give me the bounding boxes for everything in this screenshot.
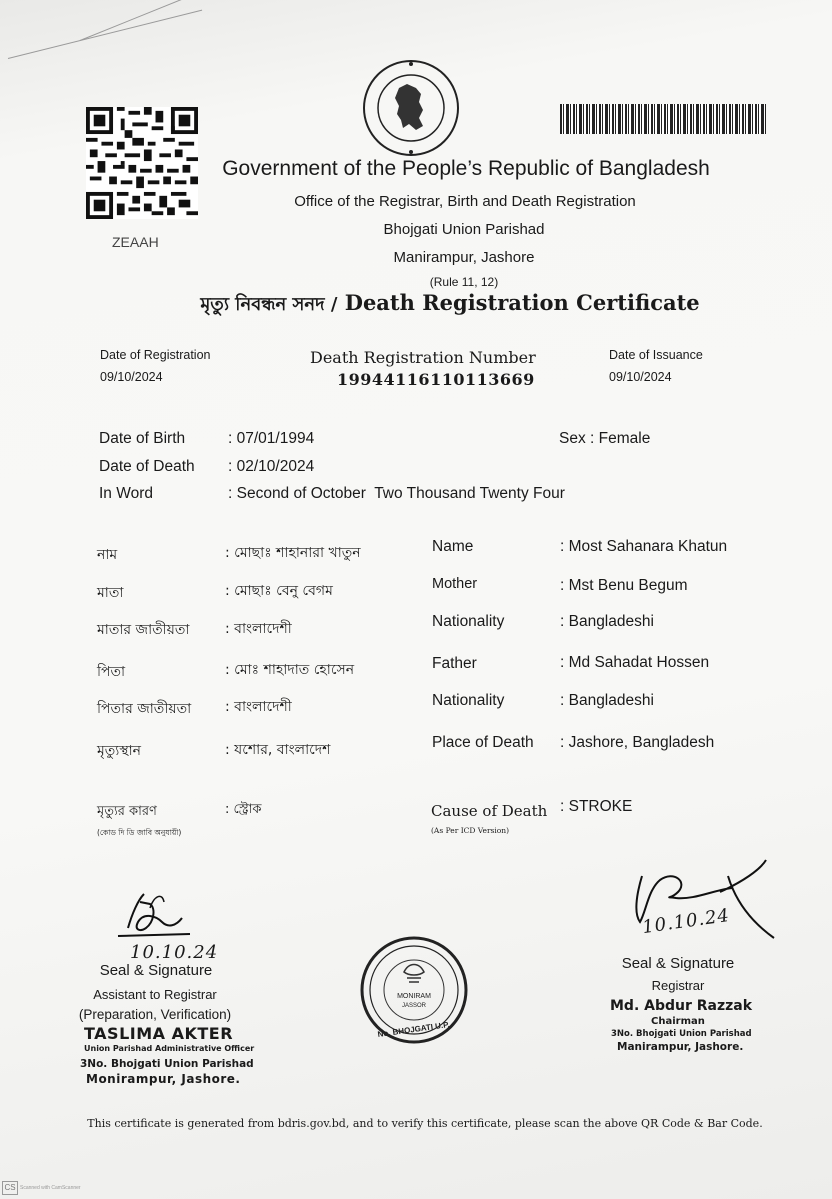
inword-label: In Word — [99, 485, 153, 502]
mother-nationality-label: Nationality — [432, 613, 505, 630]
name-bn-label: নাম — [97, 547, 118, 563]
mother-label: Mother — [432, 576, 478, 592]
place-of-death-label: Place of Death — [432, 734, 534, 751]
mother-nationality-bn-label: মাতার জাতীয়তা — [97, 622, 190, 638]
name-value: : Most Sahanara Khatun — [560, 538, 728, 555]
location-line: Manirampur, Jashore — [393, 249, 535, 266]
cause-bn-value: : স্ট্রোক — [225, 802, 262, 817]
mother-value: : Mst Benu Begum — [560, 577, 688, 594]
registrar-role: Registrar — [651, 978, 705, 993]
father-nationality-bn-label: পিতার জাতীয়তা — [97, 701, 192, 717]
barcode — [560, 104, 766, 134]
government-title: Government of the People’s Republic of Bangladesh — [222, 157, 710, 180]
birth-date-label: Date of Birth — [99, 430, 186, 447]
union-line: Bhojgati Union Parishad — [383, 221, 545, 238]
mother-nationality-bn-value: : বাংলাদেশী — [225, 621, 292, 637]
qr-caption: ZEAAH — [112, 234, 159, 250]
father-nationality-label: Nationality — [432, 692, 505, 709]
office-line: Office of the Registrar, Birth and Death Registration — [294, 193, 636, 210]
assistant-role-detail: (Preparation, Verification) — [78, 1007, 232, 1022]
place-of-death-bn-value: : যশোর, বাংলাদেশ — [225, 742, 331, 758]
place-of-death-value: : Jashore, Bangladesh — [560, 734, 715, 751]
assistant-seal-label: Seal & Signature — [99, 962, 213, 979]
registration-number-label: Death Registration Number — [310, 348, 536, 367]
sex-value: Sex : Female — [559, 430, 651, 447]
father-bn-value: : মোঃ শাহাদাত হোসেন — [225, 662, 355, 678]
union-seal-center1: MONIRAM — [397, 993, 431, 1000]
registration-number-value: 19944116110113669 — [337, 370, 535, 389]
issuance-date-label: Date of Issuance — [609, 348, 703, 362]
certificate-title-en: Death Registration Certificate — [344, 290, 700, 315]
cause-note: (As Per ICD Version) — [431, 826, 510, 835]
union-parishad-seal — [357, 932, 471, 1048]
assistant-role: Assistant to Registrar — [93, 987, 217, 1002]
name-bn-value: : মোছাঃ শাহানারা খাতুন — [225, 545, 361, 561]
inword-value: : Second of October Two Thousand Twenty Four — [228, 485, 565, 502]
assistant-stamp-line3: Monirampur, Jashore. — [86, 1072, 241, 1086]
cause-bn-note: (কোড দি ডি জাবি অনুযায়ী) — [97, 828, 182, 837]
mother-bn-label: মাতা — [97, 585, 124, 601]
registrar-signature-date: 10.10.24 — [640, 904, 732, 939]
scanner-badge: CS — [2, 1181, 18, 1195]
registrar-seal-label: Seal & Signature — [621, 955, 735, 972]
father-label: Father — [432, 655, 477, 672]
assistant-signature-date: 10.10.24 — [130, 942, 219, 963]
union-seal-center2: JASSOR — [401, 1003, 427, 1009]
father-bn-label: পিতা — [97, 664, 126, 680]
mother-bn-value: : মোছাঃ বেনু বেগম — [225, 583, 333, 599]
mother-nationality-value: : Bangladeshi — [560, 613, 654, 630]
registration-date-label: Date of Registration — [100, 348, 211, 362]
father-nationality-value: : Bangladeshi — [560, 692, 654, 709]
assistant-signature — [110, 888, 200, 950]
assistant-stamp-line2: 3No. Bhojgati Union Parishad — [80, 1058, 254, 1070]
issuance-date-value: 09/10/2024 — [609, 370, 672, 384]
place-of-death-bn-label: মৃত্যুস্থান — [97, 743, 142, 759]
registration-date-value: 09/10/2024 — [100, 370, 163, 384]
assistant-stamp-name: TASLIMA AKTER — [84, 1024, 234, 1043]
rule-line: (Rule 11, 12) — [429, 275, 499, 289]
registrar-stamp-name: Md. Abdur Razzak — [610, 998, 753, 1014]
union-seal-bottom: No. BHOJGATI U.P. — [377, 1020, 451, 1040]
scanner-mark: Scanned with CamScanner — [20, 1185, 81, 1191]
father-nationality-bn-value: : বাংলাদেশী — [225, 699, 292, 715]
cause-label: Cause of Death — [431, 802, 548, 820]
certificate-title — [0, 290, 832, 321]
footer-note: This certificate is generated from bdris.gov.bd, and to verify this certificate, please scan the above QR Code & Bar Code. — [87, 1117, 763, 1130]
death-date-label: Date of Death — [99, 458, 195, 475]
death-date-value: : 02/10/2024 — [228, 458, 315, 475]
cause-bn-label: মৃত্যুর কারণ — [97, 804, 157, 819]
father-value: : Md Sahadat Hossen — [560, 654, 710, 671]
name-label: Name — [432, 538, 474, 555]
government-seal-icon — [361, 58, 461, 158]
certificate-title-bn: মৃত্যু নিবন্ধন সনদ / — [200, 294, 338, 315]
registrar-stamp-line3: Manirampur, Jashore. — [617, 1041, 744, 1053]
registrar-stamp-line1: Chairman — [651, 1016, 705, 1027]
assistant-stamp-line1: Union Parishad Administrative Officer — [84, 1044, 255, 1053]
cause-value: : STROKE — [560, 798, 633, 815]
birth-date-value: : 07/01/1994 — [228, 430, 315, 447]
registrar-stamp-line2: 3No. Bhojgati Union Parishad — [611, 1029, 752, 1039]
